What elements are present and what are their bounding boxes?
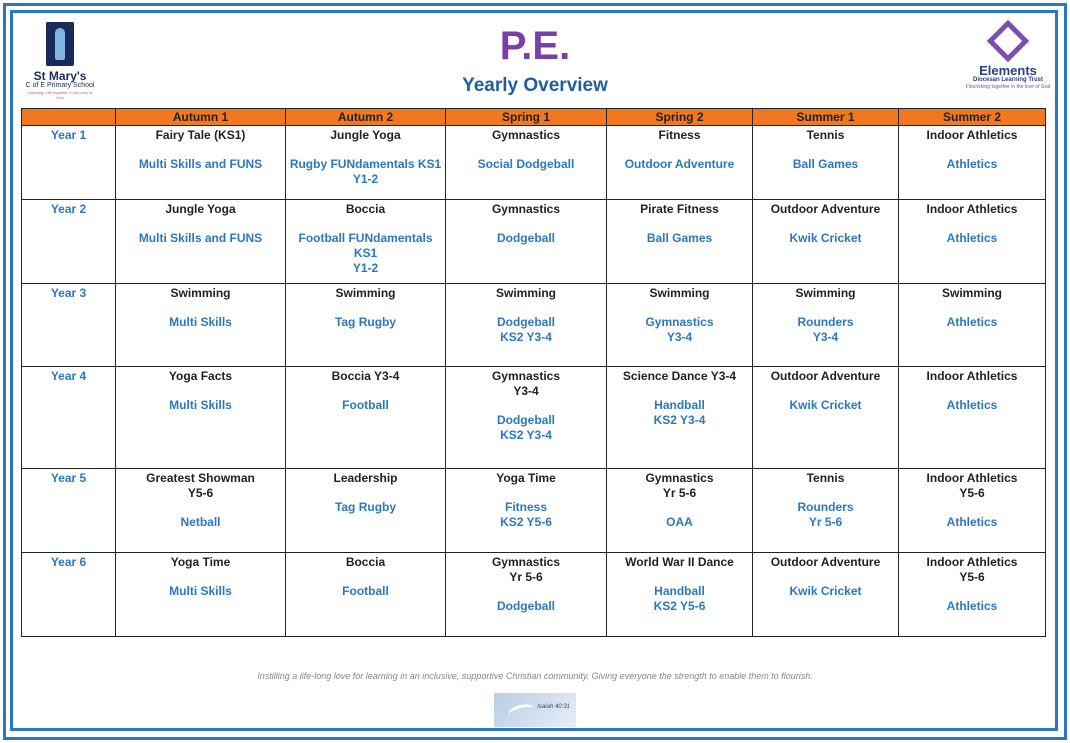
activity-primary: Boccia xyxy=(345,555,386,569)
table-cell xyxy=(753,367,899,469)
table-cell xyxy=(116,126,286,200)
column-header xyxy=(22,109,116,126)
table-cell xyxy=(899,284,1046,367)
activity-primary: Tennis xyxy=(806,471,845,485)
school-logo-name: St Mary's xyxy=(33,69,87,83)
activity-secondary: Y1-2 xyxy=(352,261,379,275)
activity-secondary: Football FUNdamentals KS1 xyxy=(298,231,433,260)
activity-secondary: Athletics xyxy=(946,599,998,613)
activity-secondary: Football xyxy=(342,584,389,598)
column-header: Summer 2 xyxy=(899,109,1046,126)
table-row xyxy=(22,553,1046,637)
activity-secondary: Ball Games xyxy=(792,157,859,171)
footer-verse-image xyxy=(494,693,576,727)
table-cell xyxy=(446,469,607,553)
activity-primary: Tennis xyxy=(806,128,845,142)
activity-primary: Swimming xyxy=(649,286,710,300)
trust-logo-tag: Flourishing together in the love of God xyxy=(965,84,1051,90)
activity-secondary: Tag Rugby xyxy=(334,500,397,514)
table-row xyxy=(22,200,1046,284)
activity-primary: Yoga Time xyxy=(170,555,231,569)
year-label: Year 2 xyxy=(22,200,116,284)
trust-logo-sub: Diocesan Learning Trust xyxy=(972,77,1044,83)
activity-secondary: KS2 Y5-6 xyxy=(500,515,552,529)
activity-primary: Y5-6 xyxy=(959,486,985,500)
activity-primary: Swimming xyxy=(335,286,396,300)
activity-secondary: Rounders xyxy=(797,500,854,514)
column-header: Spring 1 xyxy=(446,109,607,126)
table-cell xyxy=(286,126,446,200)
activity-secondary: Dodgeball xyxy=(496,413,555,427)
activity-secondary: Tag Rugby xyxy=(334,315,397,329)
activity-secondary: Athletics xyxy=(946,515,998,529)
year-label: Year 6 xyxy=(22,553,116,637)
column-header: Autumn 2 xyxy=(286,109,446,126)
table-cell xyxy=(753,126,899,200)
activity-secondary: Outdoor Adventure xyxy=(624,157,735,171)
table-cell xyxy=(446,367,607,469)
table-cell xyxy=(607,284,753,367)
activity-secondary: Ball Games xyxy=(646,231,713,245)
table-cell xyxy=(753,284,899,367)
trust-logo xyxy=(962,22,1054,102)
activity-primary: Indoor Athletics xyxy=(926,555,1018,569)
activity-primary: Outdoor Adventure xyxy=(770,202,881,216)
table-header-row xyxy=(22,109,1046,126)
table-cell xyxy=(286,553,446,637)
activity-secondary: Social Dodgeball xyxy=(477,157,575,171)
trust-diamond-icon xyxy=(987,20,1029,62)
year-label: Year 5 xyxy=(22,469,116,553)
table-cell xyxy=(899,469,1046,553)
activity-primary: Outdoor Adventure xyxy=(770,555,881,569)
activity-primary: Gymnastics xyxy=(645,471,714,485)
activity-primary: Swimming xyxy=(170,286,231,300)
activity-secondary: Kwik Cricket xyxy=(789,584,862,598)
school-logo-tag: Learning, Life together, in the love of God xyxy=(27,90,93,100)
year-label: Year 4 xyxy=(22,367,116,469)
table-cell xyxy=(446,126,607,200)
activity-secondary: Y1-2 xyxy=(352,172,379,186)
activity-secondary: KS2 Y3-4 xyxy=(653,413,706,427)
activity-primary: Outdoor Adventure xyxy=(770,369,881,383)
school-logo-sub: C of E Primary School xyxy=(25,82,95,89)
activity-secondary: Rugby FUNdamentals KS1 xyxy=(289,157,442,171)
table-cell xyxy=(607,553,753,637)
activity-secondary: Handball xyxy=(654,398,705,412)
activity-secondary: Athletics xyxy=(946,398,998,412)
activity-secondary: Fitness xyxy=(504,500,547,514)
table-row xyxy=(22,126,1046,200)
activity-primary: Greatest Showman xyxy=(146,471,255,485)
activity-primary: Swimming xyxy=(941,286,1002,300)
activity-secondary: Dodgeball xyxy=(496,599,555,613)
activity-secondary: Kwik Cricket xyxy=(789,231,862,245)
activity-primary: Science Dance Y3-4 xyxy=(622,369,737,383)
activity-secondary: Handball xyxy=(654,584,705,598)
activity-primary: Yoga Time xyxy=(496,471,556,485)
activity-primary: World War II Dance xyxy=(625,555,734,569)
activity-primary: Y5-6 xyxy=(959,570,985,584)
table-row xyxy=(22,367,1046,469)
activity-secondary: OAA xyxy=(666,515,693,529)
activity-primary: Gymnastics xyxy=(491,369,561,383)
activity-primary: Gymnastics xyxy=(491,202,561,216)
activity-secondary: KS2 Y3-4 xyxy=(500,330,552,344)
activity-secondary: Kwik Cricket xyxy=(789,398,862,412)
activity-primary: Indoor Athletics xyxy=(926,128,1018,142)
table-cell xyxy=(753,469,899,553)
activity-secondary: Athletics xyxy=(946,157,998,171)
table-cell xyxy=(607,469,753,553)
activity-primary: Swimming xyxy=(795,286,856,300)
table-cell xyxy=(116,553,286,637)
table-cell xyxy=(607,367,753,469)
activity-primary: Pirate Fitness xyxy=(640,202,719,216)
column-header: Summer 1 xyxy=(753,109,899,126)
activity-primary: Indoor Athletics xyxy=(926,202,1018,216)
activity-primary: Gymnastics xyxy=(491,128,561,142)
footer-verse-caption: Isaiah 40:31 xyxy=(537,704,570,710)
trust-logo-name: Elements xyxy=(979,63,1037,78)
activity-primary: Boccia xyxy=(345,202,386,216)
overview-table xyxy=(21,108,1046,637)
table-cell xyxy=(286,284,446,367)
year-label: Year 1 xyxy=(22,126,116,200)
activity-secondary: Multi Skills xyxy=(169,315,232,329)
table-cell xyxy=(753,200,899,284)
activity-primary: Yr 5-6 xyxy=(509,570,543,584)
table-cell xyxy=(286,469,446,553)
table-cell xyxy=(899,553,1046,637)
table-cell xyxy=(899,367,1046,469)
eagle-icon xyxy=(507,702,535,721)
activity-primary: Fairy Tale (KS1) xyxy=(155,128,246,142)
activity-primary: Indoor Athletics xyxy=(926,369,1018,383)
activity-secondary: Athletics xyxy=(946,315,998,329)
table-cell xyxy=(286,200,446,284)
activity-secondary: Football xyxy=(342,398,389,412)
activity-primary: Yoga Facts xyxy=(168,369,233,383)
activity-primary: Indoor Athletics xyxy=(926,471,1018,485)
table-cell xyxy=(446,284,607,367)
activity-secondary: Dodgeball xyxy=(496,231,555,245)
activity-primary: Fitness xyxy=(658,128,701,142)
activity-primary: Y5-6 xyxy=(187,486,214,500)
table-cell xyxy=(286,367,446,469)
activity-secondary: Gymnastics xyxy=(645,315,714,329)
activity-primary: Leadership xyxy=(333,471,398,485)
activity-secondary: Athletics xyxy=(946,231,998,245)
activity-primary: Gymnastics xyxy=(491,555,561,569)
table-row xyxy=(22,284,1046,367)
table-cell xyxy=(899,126,1046,200)
activity-secondary: Yr 5-6 xyxy=(808,515,843,529)
table-cell xyxy=(607,126,753,200)
activity-secondary: Rounders xyxy=(797,315,854,329)
table-cell xyxy=(116,367,286,469)
activity-primary: Jungle Yoga xyxy=(330,128,401,142)
table-cell xyxy=(116,284,286,367)
table-cell xyxy=(446,553,607,637)
activity-secondary: Multi Skills and FUNS xyxy=(138,157,263,171)
activity-secondary: Multi Skills xyxy=(169,584,232,598)
activity-secondary: Netball xyxy=(180,515,221,529)
activity-primary: Y3-4 xyxy=(513,384,539,398)
column-header: Autumn 1 xyxy=(116,109,286,126)
table-cell xyxy=(607,200,753,284)
activity-secondary: Multi Skills and FUNS xyxy=(138,231,263,245)
page-subtitle: Yearly Overview xyxy=(462,75,608,96)
table-cell xyxy=(116,469,286,553)
activity-primary: Yr 5-6 xyxy=(662,486,697,500)
activity-secondary: KS2 Y5-6 xyxy=(653,599,706,613)
activity-primary: Boccia Y3-4 xyxy=(331,369,400,383)
table-cell xyxy=(116,200,286,284)
footer-motto: Instilling a life-long love for learning in an inclusive, supportive Christian community. Giving everyone the strength to enable them to flourish. xyxy=(257,671,813,681)
page-title: P.E. xyxy=(499,24,571,68)
activity-primary: Jungle Yoga xyxy=(165,202,236,216)
activity-secondary: Y3-4 xyxy=(666,330,693,344)
activity-secondary: Dodgeball xyxy=(496,315,555,329)
year-label: Year 3 xyxy=(22,284,116,367)
activity-secondary: Multi Skills xyxy=(169,398,232,412)
table-cell xyxy=(753,553,899,637)
activity-primary: Swimming xyxy=(495,286,556,300)
activity-secondary: Y3-4 xyxy=(812,330,839,344)
activity-secondary: KS2 Y3-4 xyxy=(500,428,552,442)
column-header: Spring 2 xyxy=(607,109,753,126)
table-cell xyxy=(899,200,1046,284)
table-row xyxy=(22,469,1046,553)
table-cell xyxy=(446,200,607,284)
